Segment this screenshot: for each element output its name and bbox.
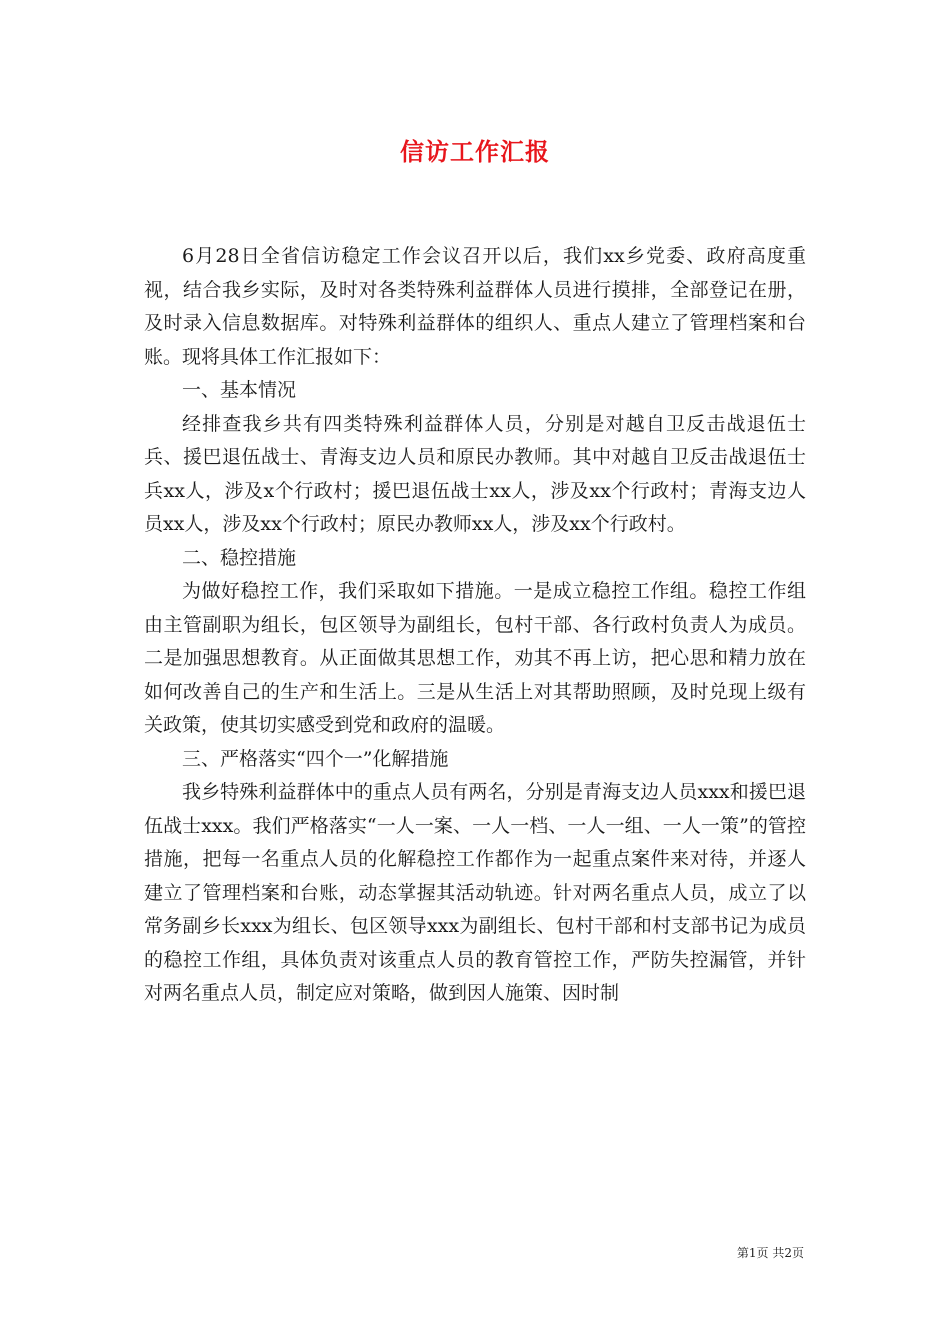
document-body [144, 240, 806, 1011]
document-title: 信访工作汇报 [400, 137, 550, 166]
heading-four-ones: 三、严格落实“四个一”化解措施 [182, 747, 449, 770]
page-number-footer: 第1页 共2页 [736, 1246, 804, 1260]
heading-stability-measures: 二、稳控措施 [182, 546, 297, 569]
paragraph-stability-measures: 为做好稳控工作，我们采取如下措施。一是成立稳控工作组。稳控工作组由主管副职为组长，包区领导为副组长，包村干部、各行政村负责人为成员。二是加强思想教育。从正面做其思想工作，劝其不再上访，把心思和精力放在如何改善自己的生产和生活上。三是从生活上对其帮助照顾，及时兑现上级有关政策，使其切实感受到党和政府的温暖。 [144, 580, 806, 736]
paragraph-four-ones: 我乡特殊利益群体中的重点人员有两名，分别是青海支边人员xxx和援巴退伍战士xxx。我们严格落实“一人一案、一人一档、一人一组、一人一策”的管控措施，把每一名重点人员的化解稳控工作都作为一起重点案件来对待，并逐人建立了管理档案和台账，动态掌握其活动轨迹。针对两名重点人员，成立了以常务副乡长xxx为组长、包区领导xxx为副组长、包村干部和村支部书记为成员的稳控工作组，具体负责对该重点人员的教育管控工作，严防失控漏管，并针对两名重点人员，制定应对策略，做到因人施策、因时制 [144, 781, 806, 1004]
paragraph-basic-situation: 经排查我乡共有四类特殊利益群体人员，分别是对越自卫反击战退伍士兵、援巴退伍战士、青海支边人员和原民办教师。其中对越自卫反击战退伍士兵xx人，涉及x个行政村；援巴退伍战士xx人，涉及xx个行政村；青海支边人员xx人，涉及xx个行政村；原民办教师xx人，涉及xx个行政村。 [144, 412, 806, 535]
heading-basic-situation: 一、基本情况 [182, 379, 297, 401]
paragraph-intro: 6月28日全省信访稳定工作会议召开以后，我们xx乡党委、政府高度重视，结合我乡实际，及时对各类特殊利益群体人员进行摸排，全部登记在册，及时录入信息数据库。对特殊利益群体的组织人、重点人建立了管理档案和台账。现将具体工作汇报如下： [144, 245, 806, 368]
